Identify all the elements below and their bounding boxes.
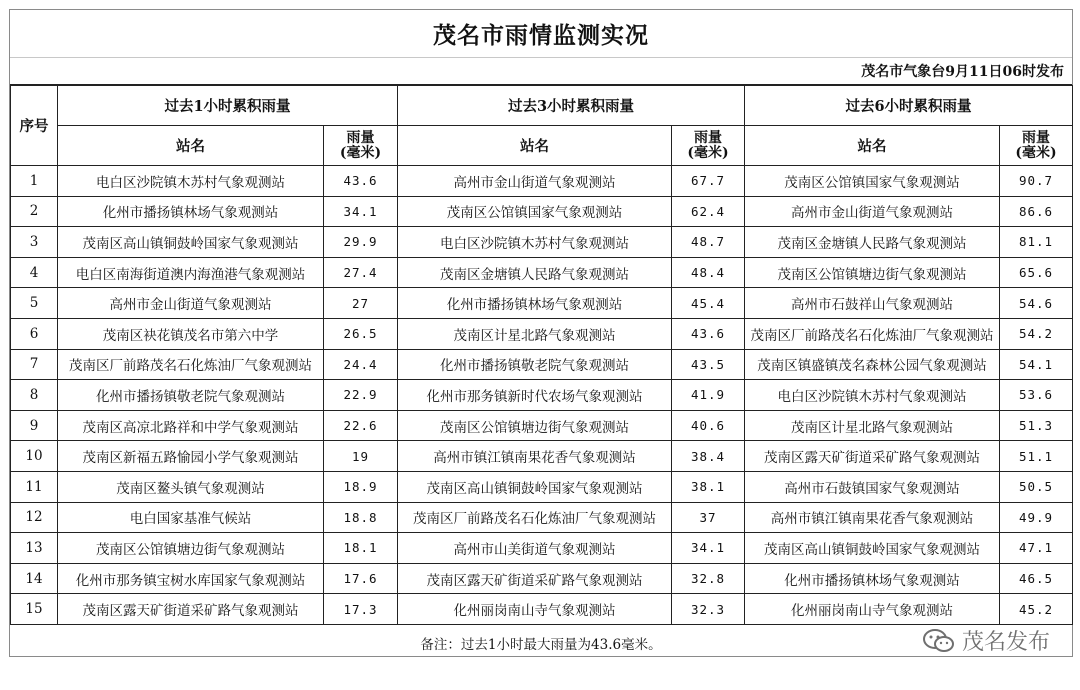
rain-3h-cell: 45.4 xyxy=(672,288,745,319)
table-row xyxy=(11,533,1073,564)
rain-3h-cell: 43.5 xyxy=(672,349,745,380)
seq-cell: 14 xyxy=(11,563,58,594)
seq-cell: 7 xyxy=(11,349,58,380)
station-6h-cell: 茂南区露天矿街道采矿路气象观测站 xyxy=(745,441,1000,472)
station-6h-cell: 化州丽岗南山寺气象观测站 xyxy=(745,594,1000,625)
station-header-6h: 站名 xyxy=(745,126,1000,166)
station-6h-cell: 茂南区高山镇铜鼓岭国家气象观测站 xyxy=(745,533,1000,564)
station-1h-cell: 茂南区鳌头镇气象观测站 xyxy=(58,471,324,502)
station-6h-cell: 茂南区厂前路茂名石化炼油厂气象观测站 xyxy=(745,318,1000,349)
rain-3h-cell: 32.8 xyxy=(672,563,745,594)
station-3h-cell: 化州市那务镇新时代农场气象观测站 xyxy=(398,380,672,411)
seq-cell: 10 xyxy=(11,441,58,472)
rainfall-table xyxy=(10,85,1073,625)
rain-1h-cell: 22.6 xyxy=(324,410,398,441)
station-3h-cell: 茂南区公馆镇塘边街气象观测站 xyxy=(398,410,672,441)
seq-cell: 2 xyxy=(11,196,58,227)
station-3h-cell: 茂南区公馆镇国家气象观测站 xyxy=(398,196,672,227)
station-3h-cell: 茂南区高山镇铜鼓岭国家气象观测站 xyxy=(398,471,672,502)
station-1h-cell: 茂南区新福五路愉园小学气象观测站 xyxy=(58,441,324,472)
table-row xyxy=(11,502,1073,533)
table-row xyxy=(11,594,1073,625)
table-row xyxy=(11,227,1073,258)
station-6h-cell: 茂南区公馆镇塘边街气象观测站 xyxy=(745,257,1000,288)
seq-cell: 12 xyxy=(11,502,58,533)
station-3h-cell: 化州市播扬镇敬老院气象观测站 xyxy=(398,349,672,380)
rain-6h-cell: 53.6 xyxy=(1000,380,1073,411)
seq-cell: 9 xyxy=(11,410,58,441)
station-1h-cell: 电白区沙院镇木苏村气象观测站 xyxy=(58,166,324,197)
seq-cell: 15 xyxy=(11,594,58,625)
station-1h-cell: 茂南区公馆镇塘边街气象观测站 xyxy=(58,533,324,564)
table-row xyxy=(11,563,1073,594)
station-6h-cell: 化州市播扬镇林场气象观测站 xyxy=(745,563,1000,594)
seq-cell: 13 xyxy=(11,533,58,564)
rain-6h-cell: 51.3 xyxy=(1000,410,1073,441)
rain-1h-cell: 24.4 xyxy=(324,349,398,380)
seq-cell: 3 xyxy=(11,227,58,258)
station-3h-cell: 茂南区露天矿街道采矿路气象观测站 xyxy=(398,563,672,594)
station-6h-cell: 茂南区金塘镇人民路气象观测站 xyxy=(745,227,1000,258)
table-row xyxy=(11,257,1073,288)
station-1h-cell: 茂南区高山镇铜鼓岭国家气象观测站 xyxy=(58,227,324,258)
station-3h-cell: 化州丽岗南山寺气象观测站 xyxy=(398,594,672,625)
station-6h-cell: 高州市石鼓镇国家气象观测站 xyxy=(745,471,1000,502)
rain-1h-cell: 22.9 xyxy=(324,380,398,411)
rain-6h-cell: 54.6 xyxy=(1000,288,1073,319)
rain-3h-cell: 38.4 xyxy=(672,441,745,472)
station-1h-cell: 茂南区高凉北路祥和中学气象观测站 xyxy=(58,410,324,441)
group-6h-header: 过去6小时累积雨量 xyxy=(745,86,1073,126)
rain-report-sheet xyxy=(9,9,1073,657)
station-1h-cell: 电白区南海街道澳内海渔港气象观测站 xyxy=(58,257,324,288)
rain-6h-cell: 90.7 xyxy=(1000,166,1073,197)
station-1h-cell: 茂南区袂花镇茂名市第六中学 xyxy=(58,318,324,349)
rain-1h-cell: 17.3 xyxy=(324,594,398,625)
rain-6h-cell: 54.2 xyxy=(1000,318,1073,349)
column-header-row xyxy=(11,126,1073,166)
seq-cell: 4 xyxy=(11,257,58,288)
rain-3h-cell: 41.9 xyxy=(672,380,745,411)
seq-cell: 8 xyxy=(11,380,58,411)
station-header-3h: 站名 xyxy=(398,126,672,166)
rain-1h-cell: 18.8 xyxy=(324,502,398,533)
page-title: 茂名市雨情监测实况 xyxy=(10,10,1072,58)
seq-cell: 5 xyxy=(11,288,58,319)
group-3h-header: 过去3小时累积雨量 xyxy=(398,86,745,126)
table-row xyxy=(11,166,1073,197)
table-row xyxy=(11,380,1073,411)
seq-cell: 6 xyxy=(11,318,58,349)
table-row xyxy=(11,471,1073,502)
station-3h-cell: 电白区沙院镇木苏村气象观测站 xyxy=(398,227,672,258)
rain-6h-cell: 65.6 xyxy=(1000,257,1073,288)
rain-1h-cell: 34.1 xyxy=(324,196,398,227)
rain-1h-cell: 27.4 xyxy=(324,257,398,288)
publisher-line: 茂名市气象台9月11日06时发布 xyxy=(10,58,1072,85)
station-3h-cell: 化州市播扬镇林场气象观测站 xyxy=(398,288,672,319)
rain-6h-cell: 47.1 xyxy=(1000,533,1073,564)
rain-6h-cell: 51.1 xyxy=(1000,441,1073,472)
rain-3h-cell: 38.1 xyxy=(672,471,745,502)
rain-1h-cell: 18.1 xyxy=(324,533,398,564)
rain-1h-cell: 43.6 xyxy=(324,166,398,197)
watermark xyxy=(922,625,1050,656)
rain-header-3h: 雨量 (毫米) xyxy=(672,126,745,166)
table-row xyxy=(11,288,1073,319)
footnote: 备注：过去1小时最大雨量为43.6毫米。 xyxy=(420,636,662,653)
rain-6h-cell: 86.6 xyxy=(1000,196,1073,227)
station-6h-cell: 高州市石鼓祥山气象观测站 xyxy=(745,288,1000,319)
station-6h-cell: 高州市金山街道气象观测站 xyxy=(745,196,1000,227)
rain-3h-cell: 48.4 xyxy=(672,257,745,288)
station-1h-cell: 茂南区厂前路茂名石化炼油厂气象观测站 xyxy=(58,349,324,380)
station-3h-cell: 高州市山美街道气象观测站 xyxy=(398,533,672,564)
group-header-row xyxy=(11,86,1073,126)
group-1h-header: 过去1小时累积雨量 xyxy=(58,86,398,126)
rain-3h-cell: 67.7 xyxy=(672,166,745,197)
table-row xyxy=(11,441,1073,472)
seq-header: 序号 xyxy=(11,86,58,166)
station-3h-cell: 茂南区金塘镇人民路气象观测站 xyxy=(398,257,672,288)
rain-1h-cell: 17.6 xyxy=(324,563,398,594)
station-6h-cell: 高州市镇江镇南果花香气象观测站 xyxy=(745,502,1000,533)
rain-3h-cell: 48.7 xyxy=(672,227,745,258)
seq-cell: 11 xyxy=(11,471,58,502)
rain-1h-cell: 19 xyxy=(324,441,398,472)
station-3h-cell: 高州市镇江镇南果花香气象观测站 xyxy=(398,441,672,472)
table-row xyxy=(11,196,1073,227)
rain-3h-cell: 34.1 xyxy=(672,533,745,564)
wechat-icon xyxy=(922,628,956,654)
rain-1h-cell: 26.5 xyxy=(324,318,398,349)
rain-1h-cell: 27 xyxy=(324,288,398,319)
rain-1h-cell: 18.9 xyxy=(324,471,398,502)
station-header-1h: 站名 xyxy=(58,126,324,166)
rain-6h-cell: 45.2 xyxy=(1000,594,1073,625)
watermark-text: 茂名发布 xyxy=(961,630,1050,655)
rain-3h-cell: 62.4 xyxy=(672,196,745,227)
station-1h-cell: 茂南区露天矿街道采矿路气象观测站 xyxy=(58,594,324,625)
station-6h-cell: 电白区沙院镇木苏村气象观测站 xyxy=(745,380,1000,411)
station-1h-cell: 电白国家基准气候站 xyxy=(58,502,324,533)
station-1h-cell: 化州市播扬镇敬老院气象观测站 xyxy=(58,380,324,411)
seq-cell: 1 xyxy=(11,166,58,197)
rain-header-1h: 雨量 (毫米) xyxy=(324,126,398,166)
station-1h-cell: 高州市金山街道气象观测站 xyxy=(58,288,324,319)
station-3h-cell: 茂南区计星北路气象观测站 xyxy=(398,318,672,349)
rain-3h-cell: 40.6 xyxy=(672,410,745,441)
station-3h-cell: 高州市金山街道气象观测站 xyxy=(398,166,672,197)
station-6h-cell: 茂南区公馆镇国家气象观测站 xyxy=(745,166,1000,197)
rain-6h-cell: 46.5 xyxy=(1000,563,1073,594)
station-3h-cell: 茂南区厂前路茂名石化炼油厂气象观测站 xyxy=(398,502,672,533)
station-1h-cell: 化州市那务镇宝树水库国家气象观测站 xyxy=(58,563,324,594)
rain-1h-cell: 29.9 xyxy=(324,227,398,258)
rain-3h-cell: 37 xyxy=(672,502,745,533)
rain-3h-cell: 32.3 xyxy=(672,594,745,625)
rain-6h-cell: 81.1 xyxy=(1000,227,1073,258)
station-6h-cell: 茂南区镇盛镇茂名森林公园气象观测站 xyxy=(745,349,1000,380)
rain-6h-cell: 50.5 xyxy=(1000,471,1073,502)
table-row xyxy=(11,318,1073,349)
rain-6h-cell: 49.9 xyxy=(1000,502,1073,533)
rain-3h-cell: 43.6 xyxy=(672,318,745,349)
station-1h-cell: 化州市播扬镇林场气象观测站 xyxy=(58,196,324,227)
station-6h-cell: 茂南区计星北路气象观测站 xyxy=(745,410,1000,441)
rain-6h-cell: 54.1 xyxy=(1000,349,1073,380)
rain-header-6h: 雨量 (毫米) xyxy=(1000,126,1073,166)
table-row xyxy=(11,410,1073,441)
table-row xyxy=(11,349,1073,380)
